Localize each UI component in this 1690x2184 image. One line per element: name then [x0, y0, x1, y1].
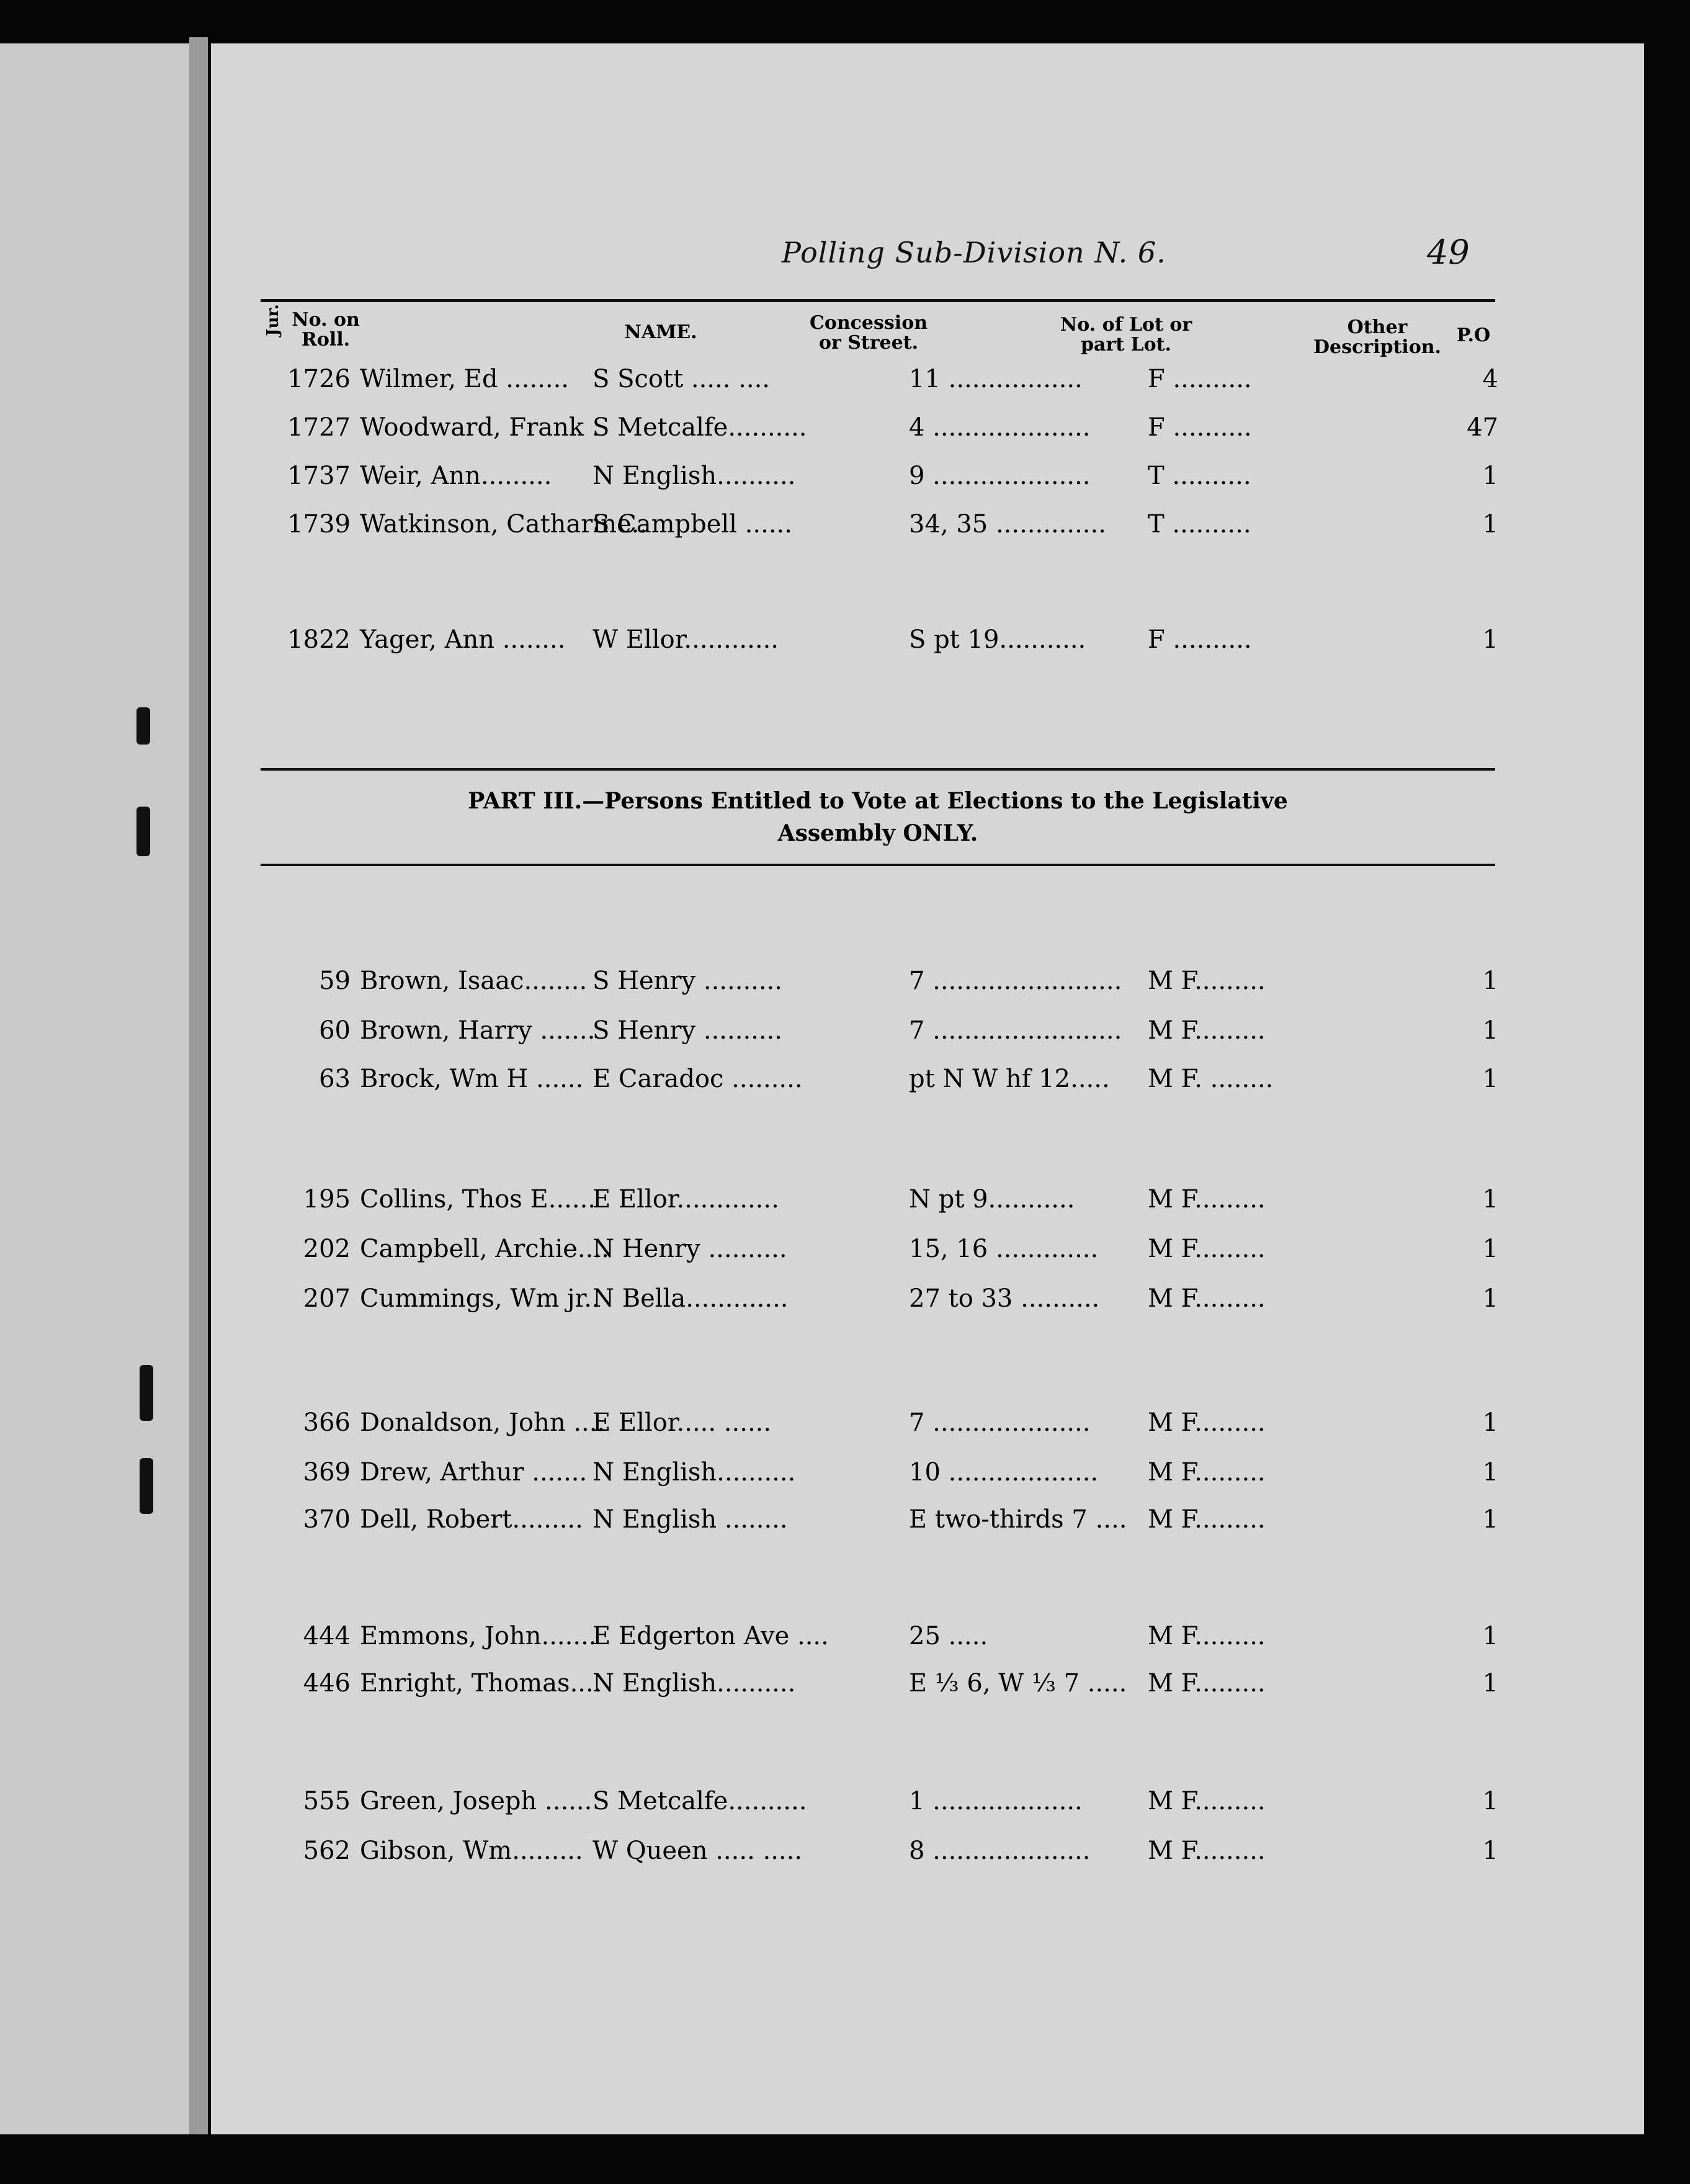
street: N English ........	[592, 1505, 788, 1534]
voter-name: Brock, Wm H ......	[360, 1065, 584, 1093]
lot-number: 1 ...................	[909, 1787, 1083, 1815]
roll-number: 1739	[287, 510, 351, 539]
street: S Campbell ......	[592, 510, 792, 539]
part3-heading-line1: PART III.—Persons Entitled to Vote at Elections to the Legislative	[468, 788, 1288, 814]
voter-row	[261, 967, 1498, 1004]
voter-name: Woodward, Frank .	[360, 413, 600, 442]
post-office: 1	[1482, 1408, 1498, 1437]
street: S Scott ..... ....	[592, 365, 771, 393]
roll-number: 555	[303, 1787, 351, 1815]
post-office: 1	[1482, 1505, 1498, 1534]
post-office: 1	[1482, 1016, 1498, 1045]
voter-row	[261, 1458, 1498, 1495]
part3-heading-line2: Assembly ONLY.	[777, 820, 978, 846]
voter-row	[261, 625, 1498, 663]
street: S Metcalfe..........	[592, 413, 807, 442]
description: M F.........	[1148, 1408, 1266, 1437]
description: F ..........	[1148, 413, 1252, 442]
roll-number: 1727	[287, 413, 351, 442]
binding-hole	[136, 707, 150, 745]
lot-number: 8 ....................	[909, 1837, 1091, 1865]
voter-name: Emmons, John.......	[360, 1622, 597, 1650]
voter-name: Collins, Thos E......	[360, 1185, 596, 1214]
lot-number: S pt 19...........	[909, 625, 1086, 654]
voter-row	[261, 1235, 1498, 1272]
street: S Metcalfe..........	[592, 1787, 807, 1815]
voter-name: Donaldson, John ....	[360, 1408, 606, 1437]
column-header-lot: No. of Lot or part Lot.	[1060, 314, 1192, 356]
street: N Bella.............	[592, 1284, 789, 1313]
lot-number: 10 ...................	[909, 1458, 1099, 1487]
facing-page-edge	[0, 43, 195, 2134]
voter-name: Dell, Robert.........	[360, 1505, 583, 1534]
roll-number: 446	[303, 1669, 351, 1698]
lot-number: pt N W hf 12.....	[909, 1065, 1110, 1093]
voter-name: Drew, Arthur .......	[360, 1458, 588, 1487]
lot-number: 27 to 33 ..........	[909, 1284, 1100, 1313]
voter-name: Brown, Harry .......	[360, 1016, 596, 1045]
post-office: 4	[1482, 365, 1498, 393]
description: F ..........	[1148, 365, 1252, 393]
roll-number: 366	[303, 1408, 351, 1437]
voter-name: Green, Joseph ......	[360, 1787, 592, 1815]
roll-number: 1726	[287, 365, 351, 393]
column-header-po: P.O	[1456, 324, 1491, 346]
voter-name: Weir, Ann.........	[360, 462, 552, 490]
column-header-street: Concession or Street.	[809, 312, 928, 354]
binding-hole	[140, 1458, 153, 1514]
lot-number: N pt 9...........	[909, 1185, 1075, 1214]
description: T ..........	[1148, 462, 1251, 490]
description: M F.........	[1148, 1669, 1266, 1698]
roll-number: 562	[303, 1837, 351, 1865]
street: E Edgerton Ave ....	[592, 1622, 829, 1650]
column-header-roll: No. on Roll.	[292, 309, 360, 351]
post-office: 1	[1482, 1284, 1498, 1313]
roll-number: 59	[319, 967, 351, 995]
column-header-jur: Jur.	[264, 304, 282, 336]
column-header-name: NAME.	[624, 321, 697, 343]
roll-number: 195	[303, 1185, 351, 1214]
roll-number: 1822	[287, 625, 351, 654]
voter-row	[261, 365, 1498, 402]
voter-row	[261, 510, 1498, 547]
description: M F.........	[1148, 1837, 1266, 1865]
description: M F.........	[1148, 967, 1266, 995]
column-header-description: Other Description.	[1313, 316, 1441, 358]
description: M F.........	[1148, 1622, 1266, 1650]
description: M F. ........	[1148, 1065, 1274, 1093]
description: M F.........	[1148, 1458, 1266, 1487]
page-number: 49	[1427, 233, 1470, 272]
voter-row	[261, 1065, 1498, 1102]
post-office: 1	[1482, 1669, 1498, 1698]
post-office: 1	[1482, 625, 1498, 654]
description: M F.........	[1148, 1185, 1266, 1214]
post-office: 1	[1482, 1235, 1498, 1263]
lot-number: 25 .....	[909, 1622, 988, 1650]
description: T ..........	[1148, 510, 1251, 539]
post-office: 1	[1482, 1787, 1498, 1815]
roll-number: 369	[303, 1458, 351, 1487]
lot-number: 7 ........................	[909, 1016, 1122, 1045]
lot-number: 34, 35 ..............	[909, 510, 1106, 539]
voter-row	[261, 1185, 1498, 1222]
section-rule-bottom	[261, 864, 1495, 866]
post-office: 1	[1482, 1185, 1498, 1214]
post-office: 1	[1482, 1837, 1498, 1865]
voter-name: Gibson, Wm.........	[360, 1837, 583, 1865]
post-office: 1	[1482, 1065, 1498, 1093]
book-spine	[189, 37, 208, 2134]
voter-row	[261, 1622, 1498, 1659]
binding-hole	[136, 807, 150, 856]
description: M F.........	[1148, 1505, 1266, 1534]
description: M F.........	[1148, 1284, 1266, 1313]
description: M F.........	[1148, 1016, 1266, 1045]
description: M F.........	[1148, 1235, 1266, 1263]
lot-number: E two-thirds 7 ....	[909, 1505, 1127, 1534]
street: E Ellor..... ......	[592, 1408, 772, 1437]
roll-number: 444	[303, 1622, 351, 1650]
post-office: 47	[1467, 413, 1498, 442]
street: N English..........	[592, 462, 796, 490]
post-office: 1	[1482, 1622, 1498, 1650]
voter-name: Watkinson, Catharine..	[360, 510, 648, 539]
post-office: 1	[1482, 967, 1498, 995]
lot-number: E ⅓ 6, W ⅓ 7 .....	[909, 1669, 1127, 1698]
running-head: Polling Sub-Division N. 6.	[782, 236, 1166, 269]
voter-name: Wilmer, Ed ........	[360, 365, 569, 393]
lot-number: 7 ........................	[909, 967, 1122, 995]
voter-row	[261, 1408, 1498, 1446]
street: N English..........	[592, 1669, 796, 1698]
voter-row	[261, 1505, 1498, 1542]
street: N English..........	[592, 1458, 796, 1487]
lot-number: 7 ....................	[909, 1408, 1091, 1437]
street: W Ellor............	[592, 625, 779, 654]
voter-name: Campbell, Archie....	[360, 1235, 609, 1263]
roll-number: 60	[319, 1016, 351, 1045]
voter-row	[261, 1016, 1498, 1054]
voter-row	[261, 413, 1498, 450]
description: M F.........	[1148, 1787, 1266, 1815]
section-rule-top	[261, 768, 1495, 771]
lot-number: 4 ....................	[909, 413, 1091, 442]
street: E Caradoc .........	[592, 1065, 803, 1093]
voter-name: Brown, Isaac........	[360, 967, 588, 995]
voter-row	[261, 1669, 1498, 1706]
street: E Ellor.............	[592, 1185, 779, 1214]
voter-name: Enright, Thomas....	[360, 1669, 602, 1698]
street: S Henry ..........	[592, 967, 783, 995]
street: N Henry ..........	[592, 1235, 787, 1263]
roll-number: 1737	[287, 462, 351, 490]
voter-name: Yager, Ann ........	[360, 625, 566, 654]
voter-row	[261, 1787, 1498, 1824]
lot-number: 15, 16 .............	[909, 1235, 1099, 1263]
roll-number: 370	[303, 1505, 351, 1534]
street: S Henry ..........	[592, 1016, 783, 1045]
post-office: 1	[1482, 1458, 1498, 1487]
voter-row	[261, 1837, 1498, 1874]
roll-number: 207	[303, 1284, 351, 1313]
lot-number: 9 ....................	[909, 462, 1091, 490]
header-rule	[261, 299, 1495, 302]
voter-row	[261, 1284, 1498, 1322]
lot-number: 11 .................	[909, 365, 1083, 393]
post-office: 1	[1482, 510, 1498, 539]
description: F ..........	[1148, 625, 1252, 654]
roll-number: 202	[303, 1235, 351, 1263]
part3-heading	[261, 785, 1495, 849]
binding-hole	[140, 1365, 153, 1421]
street: W Queen ..... .....	[592, 1837, 803, 1865]
post-office: 1	[1482, 462, 1498, 490]
voter-row	[261, 462, 1498, 499]
voter-name: Cummings, Wm jr..	[360, 1284, 600, 1313]
roll-number: 63	[319, 1065, 351, 1093]
